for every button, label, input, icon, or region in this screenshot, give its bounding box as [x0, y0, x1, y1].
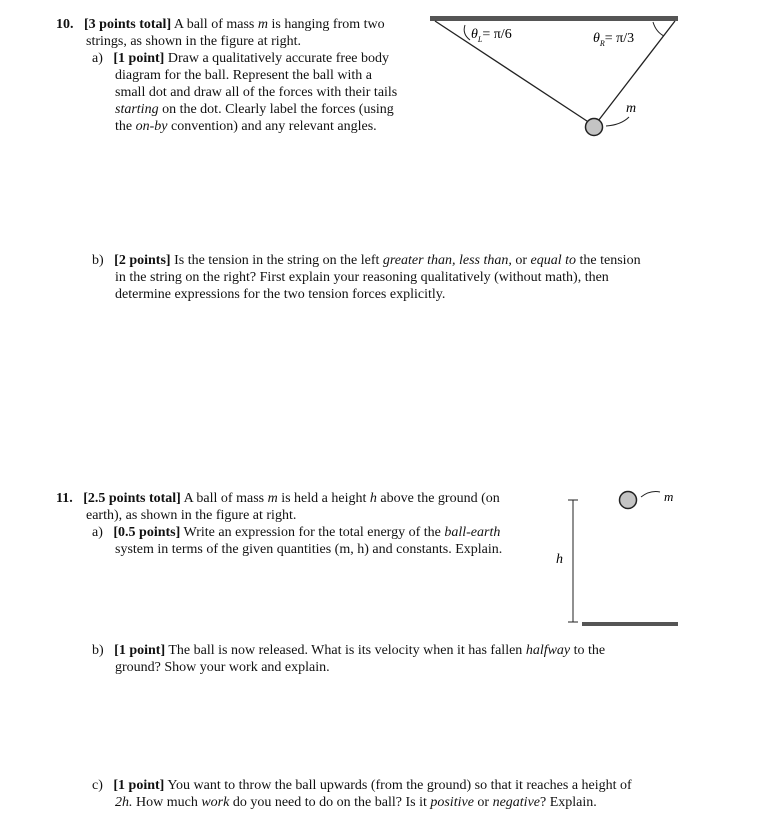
mass-label: m [626, 101, 637, 116]
q10a-line-2: diagram for the ball. Represent the ball with a [115, 68, 372, 83]
q11-points: [2.5 points total] [83, 491, 181, 506]
mass-pointer [606, 117, 629, 126]
q11b-line-1: b) [1 point] The ball is now released. What is its velocity when it has fallen halfway to the [92, 643, 606, 658]
mass-label: m [664, 489, 674, 504]
held-ball [620, 492, 637, 509]
q11-number: 11. [56, 491, 73, 506]
q11c-letter: c) [92, 778, 103, 793]
q11c-line-2: 2h. How much work do you need to do on the ball? Is it positive or negative? Explain. [115, 795, 597, 810]
q11-figure [550, 482, 685, 632]
theta-r-label: $\theta_R= \pi/3$ [593, 31, 635, 48]
q11a-line-1: a) [0.5 points] Write an expression for the total energy of the ball-earth [92, 525, 501, 540]
q10b-line-3: determine expressions for the two tension forces explicitly. [115, 287, 446, 302]
question-11 [0, 480, 761, 826]
q10-intro-line-2: strings, as shown in the figure at right. [86, 34, 302, 49]
hanging-ball [586, 119, 603, 136]
q11c-points: [1 point] [113, 778, 165, 793]
q11a-line-2: system in terms of the given quantities (m, h) and constants. Explain. [115, 542, 503, 557]
q11c-line-1: c) [1 point] You want to throw the ball upwards (from the ground) so that it reaches a height of [92, 778, 632, 793]
q10b-points: [2 points] [114, 253, 171, 268]
q10a-line-4: starting on the dot. Clearly label the forces (using [115, 102, 394, 117]
q10b-line-1: b) [2 points] Is the tension in the string on the left greater than, less than, or equal to the tension [92, 253, 641, 268]
q10a-letter: a) [92, 51, 103, 66]
mass-pointer [641, 492, 660, 497]
q10a-points: [1 point] [113, 51, 165, 66]
q10-intro-line-1: 10. [3 points total] A ball of mass m is hanging from two [56, 17, 385, 32]
q11-intro-line-2: earth), as shown in the figure at right. [86, 508, 297, 523]
height-label: h [556, 552, 563, 567]
ground-bar [582, 622, 678, 626]
q10a-line-5: the on-by convention) and any relevant angles. [115, 119, 377, 134]
q10b-letter: b) [92, 253, 104, 268]
question-10 [0, 0, 761, 320]
q10a-line-3: small dot and draw all of the forces with their tails [115, 85, 398, 100]
ceiling-bar [430, 16, 678, 21]
q10-number: 10. [56, 17, 74, 32]
q10a-line-1: a) [1 point] Draw a qualitatively accurate free body [92, 51, 390, 66]
q11b-line-2: ground? Show your work and explain. [115, 660, 330, 675]
right-angle-arc [653, 22, 664, 36]
left-angle-arc [464, 25, 470, 40]
q10-figure [425, 8, 685, 143]
q11b-letter: b) [92, 643, 104, 658]
q11-intro-line-1: 11. [2.5 points total] A ball of mass m is held a height h above the ground (on [56, 491, 500, 506]
q10b-line-2: in the string on the right? First explain your reasoning qualitatively (without math), then [115, 270, 609, 285]
q10-points: [3 points total] [84, 17, 172, 32]
left-string [435, 21, 593, 125]
q11a-letter: a) [92, 525, 103, 540]
theta-l-label: $\theta_L= \pi/6$ [471, 27, 512, 44]
q11a-points: [0.5 points] [113, 525, 181, 540]
q11b-points: [1 point] [114, 643, 166, 658]
